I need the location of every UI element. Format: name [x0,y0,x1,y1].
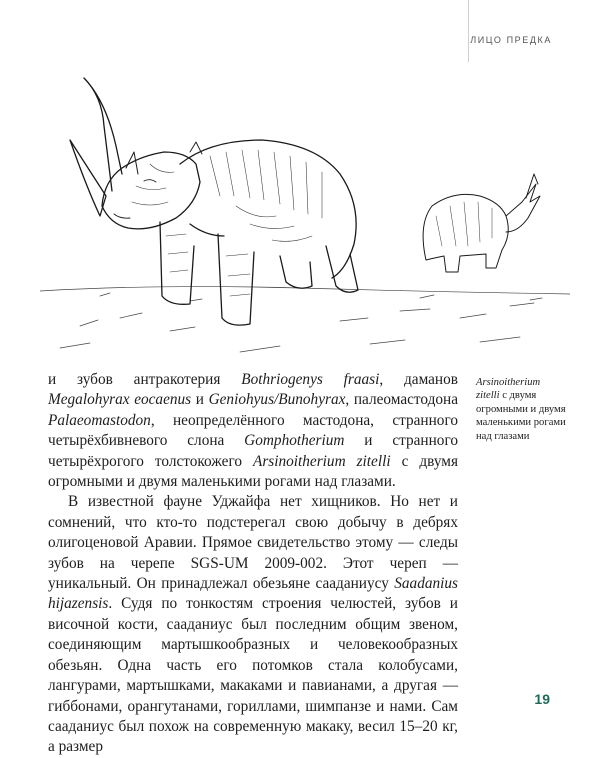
body-paragraph-2 [48,492,458,757]
text-run: , палеомастодона [345,391,458,409]
text-run: и [191,391,209,409]
latin-name: Palaeomastodon [48,411,151,429]
latin-name: Gomphotherium [244,432,345,450]
latin-name: Saadanius hijazensis [48,575,458,613]
text-run: В известной фауне Уджайфа нет хищников. Но нет и сомнений, что кто-то подстерегал свою добычу в дебрях олигоценовой Аравии. Прямое свидетельство этому — следы зубов на черепе SGS-UM 2009-002. Этот череп — уникальный. Он принадлежал обезьяне сааданиусу [48,493,458,593]
header-divider [468,0,469,62]
latin-name: Bothriogenys fraasi [241,371,380,388]
caption-genus: Arsinoitherium [476,377,541,388]
figure-caption [476,376,578,443]
latin-name: Megalohyrax eocaenus [48,391,192,409]
text-run: с двумя огромными и двумя маленькими рогами над глазами. [48,452,458,491]
text-run: и странного четырёхрогого толстокожего [48,432,458,470]
caption-description: с двумя огромными и двумя маленькими рогами над глазами [476,390,566,442]
latin-name: Geniohyus/Bunohyrax [208,391,346,409]
arsinoitherium-illustration [40,56,570,366]
text-run: . Судя по тонкостям строения челюстей, зубов и височной кости, сааданиус был последним общим звеном, соединяющим мартышкообразных и человекообразных обезьян. Одна часть его потомков стала колобусами, лангурами, мартышками, макаками и павианами, а другая — гиббонами, орангутанами, гориллами, шимпанзе и нами. Сам сааданиус был похож на современную макаку, весил 15–20 кг, а размер [48,595,458,756]
caption-species: zitelli [476,390,500,402]
text-run: и зубов антракотерия [48,371,242,388]
body-paragraph-1 [48,370,458,492]
text-run: , неопределённого мастодона, странного четырёхбивневого слона [48,411,458,450]
latin-name: Arsinoitherium zitelli [252,452,391,470]
running-head: ЛИЦО ПРЕДКА [470,35,552,45]
text-run: , даманов [379,371,458,388]
page-number: 19 [534,691,550,707]
body-text [48,370,458,758]
